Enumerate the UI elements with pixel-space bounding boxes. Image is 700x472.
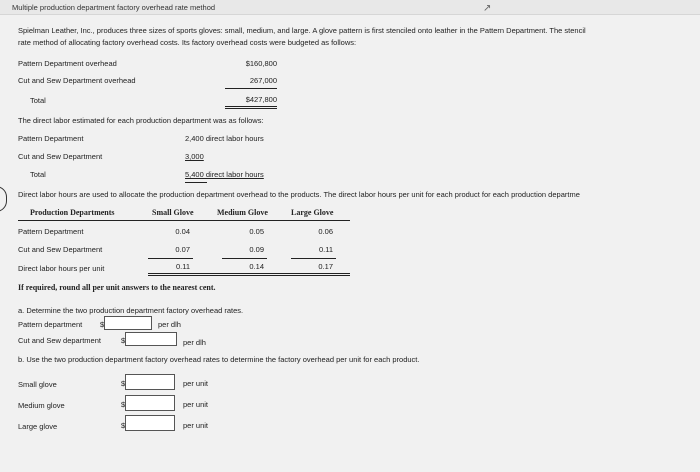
budget-total-double-line: [225, 106, 277, 109]
labor-total-double-line: [185, 182, 207, 183]
table-header-small: Small Glove: [152, 208, 194, 217]
labor-row-value: 3,000: [185, 152, 204, 161]
intro-line-1: Spielman Leather, Inc., produces three sizes of sports gloves: small, medium, and large. A glove pattern is first stenciled onto leather in the Pattern Department. The stencil: [18, 26, 586, 35]
currency-symbol: $: [100, 320, 105, 329]
table-sum-line: [148, 258, 193, 259]
table-header-dept: Production Departments: [30, 208, 115, 217]
budget-row-value: 267,000: [249, 76, 277, 85]
currency-symbol: $: [121, 400, 126, 409]
table-cell: 0.17: [318, 262, 333, 271]
allocation-intro: Direct labor hours are used to allocate the production department overhead to the products. The direct labor hours per unit for each product for each production departme: [18, 190, 580, 199]
large-glove-input[interactable]: [125, 415, 175, 431]
unit-label: per dlh: [183, 338, 206, 347]
labor-row-value: 2,400 direct labor hours: [185, 134, 264, 143]
labor-row-label: Cut and Sew Department: [18, 152, 103, 161]
part-a-prompt: a. Determine the two production department factory overhead rates.: [18, 306, 244, 315]
table-row-label: Pattern Department: [18, 227, 84, 236]
intro-line-2: rate method of allocating factory overhead costs. Its factory overhead costs were budgeted as follows:: [18, 38, 357, 47]
budget-subtotal-line: [225, 88, 277, 89]
table-sum-line: [291, 258, 336, 259]
table-row-label: Cut and Sew Department: [18, 245, 103, 254]
part-a-row-label: Pattern department: [18, 320, 83, 329]
part-b-row-label: Small glove: [18, 380, 57, 389]
table-cell: 0.07: [175, 245, 190, 254]
budget-row-label: Cut and Sew Department overhead: [18, 76, 136, 85]
table-header-medium: Medium Glove: [217, 208, 268, 217]
table-header-divider: [18, 220, 350, 221]
table-cell: 0.05: [249, 227, 264, 236]
part-b-row-label: Large glove: [18, 422, 58, 431]
medium-glove-input[interactable]: [125, 395, 175, 411]
part-b-prompt: b. Use the two production department factory overhead rates to determine the factory overhead per unit for each product.: [18, 355, 420, 364]
currency-symbol: $: [121, 379, 126, 388]
table-cell: 0.06: [318, 227, 333, 236]
labor-row-label: Pattern Department: [18, 134, 84, 143]
budget-total-value: $427,800: [245, 95, 277, 104]
mouse-cursor-icon: ↗: [483, 3, 492, 14]
page-title: Multiple production department factory overhead rate method: [12, 3, 216, 12]
part-a-row-label: Cut and Sew department: [18, 336, 101, 345]
table-header-large: Large Glove: [291, 208, 334, 217]
table-cell: 0.04: [175, 227, 190, 236]
currency-symbol: $: [121, 336, 126, 345]
budget-row-label: Pattern Department overhead: [18, 59, 117, 68]
table-cell: 0.11: [318, 245, 333, 254]
unit-label: per unit: [183, 379, 209, 388]
table-cell: 0.09: [249, 245, 264, 254]
budget-total-label: Total: [30, 96, 46, 105]
unit-label: per unit: [183, 400, 209, 409]
part-b-row-label: Medium glove: [18, 401, 65, 410]
table-cell: 0.14: [249, 262, 264, 271]
labor-total-label: Total: [30, 170, 46, 179]
unit-label: per unit: [183, 421, 209, 430]
labor-total-value: 5,400 direct labor hours: [185, 170, 264, 179]
question-marker-icon: [0, 186, 7, 212]
currency-symbol: $: [121, 421, 126, 430]
small-glove-input[interactable]: [125, 374, 175, 390]
table-row-label: Direct labor hours per unit: [18, 264, 105, 273]
pattern-rate-input[interactable]: [104, 316, 152, 330]
table-cell: 0.11: [175, 262, 190, 271]
rounding-note: If required, round all per unit answers to the nearest cent.: [18, 283, 216, 292]
labor-intro: The direct labor estimated for each production department was as follows:: [18, 116, 264, 125]
table-total-double-line: [148, 273, 350, 276]
budget-row-value: $160,800: [245, 59, 277, 68]
unit-label: per dlh: [158, 320, 181, 329]
cut-sew-rate-input[interactable]: [125, 332, 177, 346]
table-sum-line: [222, 258, 267, 259]
